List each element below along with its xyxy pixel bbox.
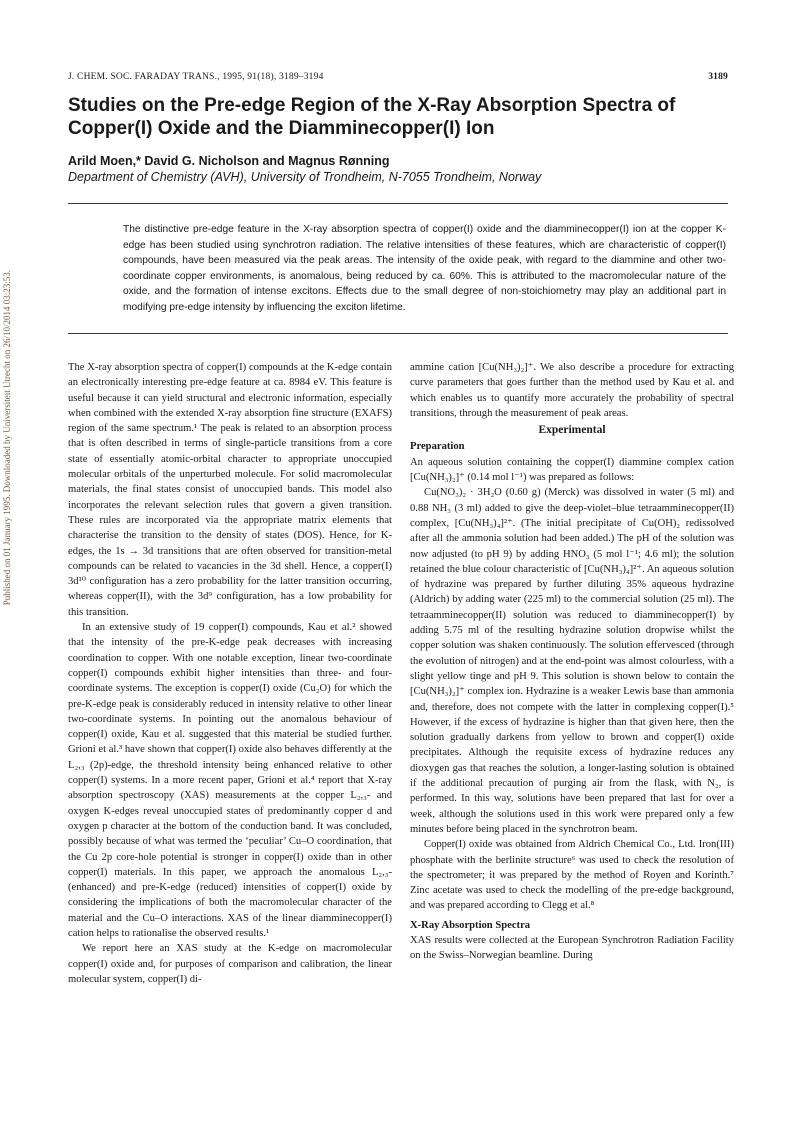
right-column [410, 360, 734, 964]
body-paragraph: An aqueous solution containing the copper(I) diammine complex cation [Cu(NH₃)₂]⁺ (0.14 mol l⁻¹) was prepared as follows: [410, 456, 734, 484]
body-paragraph: We report here an XAS study at the K-edge on macromolecular copper(I) oxide and, for purposes of comparison and calibration, the linear molecular system, copper(I) di- [68, 943, 392, 985]
body-paragraph: In an extensive study of 19 copper(I) compounds, Kau et al.² showed that the intensity of the pre-K-edge peak decreases with increasing coordination to copper. With one notable exception, linear two-coordinate copper(I) compounds exhibit higher intensities than three- and four-coordinate systems. The exception is copper(I) oxide (Cu₂O) for which the pre-K-edge peak is considerably reduced in intensity relative to other linear two-coordinate systems. In pointing out the anomalous behaviour of copper(I) oxide, Kau et al. suggested that this material be studied further. Grioni et al.³ have shown that copper(I) oxide also behaves differently at the L₂,₃ (2p)-edge, the threshold intensity being enhanced relative to other copper(I) systems. In a more recent paper, Grioni et al.⁴ report that X-ray absorption spectroscopy (XAS) measurements at the copper L₂,₃- and oxygen K-edges reveal unoccupied states of predominantly copper d and oxygen p character at the bottom of the conduction band. It was concluded, possibly because of what was termed the ‘peculiar’ Cu–O coordination, that the Cu 2p core-hole potential is stronger in copper(I) oxide than in other copper(I) materials. In this paper, we approach the anomalous L₂,₃- (enhanced) and pre-K-edge (reduced) intensities of copper(I) oxide by considering the implications of both the macromolecular character of the material and the Cu–O interactions. XAS of the linear diamminecopper(I) cation helps to rationalise the observed results.¹ [68, 622, 392, 939]
article-title: Studies on the Pre-edge Region of the X-Ray Absorption Spectra of Copper(I) Oxide and the Diamminecopper(I) Ion [68, 95, 676, 139]
page-number: 3189 [708, 72, 728, 82]
subsection-heading-preparation: Preparation [410, 441, 465, 453]
subsection-heading-xray: X-Ray Absorption Spectra [410, 919, 531, 931]
body-paragraph: Copper(I) oxide was obtained from Aldrich Chemical Co., Ltd. Iron(III) phosphate with the berlinite structure⁶ was used to check the resolution of the spectrometer; it was prepared by the method of Royen and Korinth.⁷ Zinc acetate was used to check the modelling of the pre-edge background, and was prepared according to Clegg et al.⁸ [410, 839, 734, 912]
body-paragraph: ammine cation [Cu(NH₃)₂]⁺. We also describe a procedure for extracting curve parameters that goes further than the method used by Kau et al. and which enables us to quantify more accurately the probability of spectral transitions, through the measurement of peak areas. [410, 362, 734, 419]
article-authors: Arild Moen,* David G. Nicholson and Magnus Rønning [68, 154, 390, 168]
body-paragraph: The X-ray absorption spectra of copper(I) compounds at the K-edge contain an electronically interesting pre-edge feature at ca. 8984 eV. This feature is useful because it can yield structural and electronic information, especially when combined with the extended X-ray absorption fine structure (EXAFS) region of the same spectrum.¹ The peak is related to an absorption process that is often described in terms of single-particle transitions from a core state of essentially atomic-orbital character to appropriate unoccupied molecular orbitals of the unperturbed molecule. For solid macromolecular materials, the final states consist of unoccupied bands. This model also incorporates the relevant selection rules that govern a given transition. These rules are incorporated via the appropriate matrix elements that characterise the transition to the density of states (DOS). Hence, for K-edges, the 1s → 3d transitions that are often observed for transition-metal compounds can be related to vacancies in the 3d shell. Hence, a copper(I) 3d¹⁰ configuration has a zero probability for the latter transition occurring, whereas copper(II), with the 3d⁹ configuration, has a low probability for this transition. [68, 362, 392, 618]
body-paragraph: XAS results were collected at the European Synchrotron Radiation Facility on the Swiss–Norwegian beamline. During [410, 934, 734, 962]
article-affiliation: Department of Chemistry (AVH), University of Trondheim, N-7055 Trondheim, Norway [68, 170, 542, 184]
left-column [68, 360, 392, 987]
journal-citation: J. CHEM. SOC. FARADAY TRANS., 1995, 91(18), 3189–3194 [68, 72, 324, 82]
header-rule [68, 203, 728, 204]
running-header [68, 72, 728, 86]
section-heading-experimental: Experimental [538, 424, 606, 437]
download-watermark-text: Published on 01 January 1995. Downloaded by Universiteit Utrecht on 26/10/2014 03:23:53. [2, 270, 12, 606]
abstract-rule [68, 333, 728, 334]
download-watermark [2, 270, 16, 1030]
abstract: The distinctive pre-edge feature in the X-ray absorption spectra of copper(I) oxide and the diamminecopper(I) ion at the copper K-edge has been studied using synchrotron radiation. The relative intensities of these features, which are characteristic of copper(I) compounds, have been measured via the peak areas. The intensity of the oxide peak, with regard to the diammine and other two-coordinate copper environments, is anomalous, being reduced by ca. 60%. This is attributed to the macromolecular nature of the oxide, and the formation of intense excitons. Effects due to the small degree of non-stoichiometry may play an additional part in modifying pre-edge intensity by influencing the exciton lifetime. [123, 224, 726, 313]
body-paragraph: Cu(NO₃)₂ · 3H₂O (0.60 g) (Merck) was dissolved in water (5 ml) and 0.88 NH₃ (3 ml) added to give the deep-violet–blue tetraamminecopper(II) complex, [Cu(NH₃)₄]²⁺. (The initial precipitate of Cu(OH)₂ redissolved after all the ammonia solution had been added.) The pH of the solution was now adjusted (to pH 9) by adding HNO₃ (5 mol l⁻¹; 4.6 ml); the solution retained the blue colour characteristic of [Cu(NH₃)₄]²⁺. An aqueous solution of hydrazine was prepared by further diluting 35% aqueous hydrazine (Aldrich) by adding water (225 ml) to the commercial solution (25 ml). The tetraamminecopper(II) solution was reduced to diamminecopper(I) by adding 5.75 ml of the resulting hydrazine solution dropwise whilst the copper solution was shaken continuously. The solution effervesced (through the evolution of nitrogen) and at the end-point was almost colourless, with a slight yellow tinge and pH 9. This solution is shown below to contain the [Cu(NH₃)₂]⁺ complex ion. Hydrazine is a weaker Lewis base than ammonia and, therefore, does not compete with the latter in complexing copper(I).⁵ However, if the excess of hydrazine is higher than that given here, then the solution gradually darkens from yellow to brown and copper(I) oxide precipitates. Although the requisite excess of hydrazine reduces any dioxygen gas that reaches the solution, a longer-lasting solution is obtained if the additional precaution of purging air from the flask, with N₂, is performed. In this way, solutions have been prepared that last for over a week, although the solutions used in this work were prepared only a few minutes before being placed in the synchrotron beam. [410, 487, 734, 835]
